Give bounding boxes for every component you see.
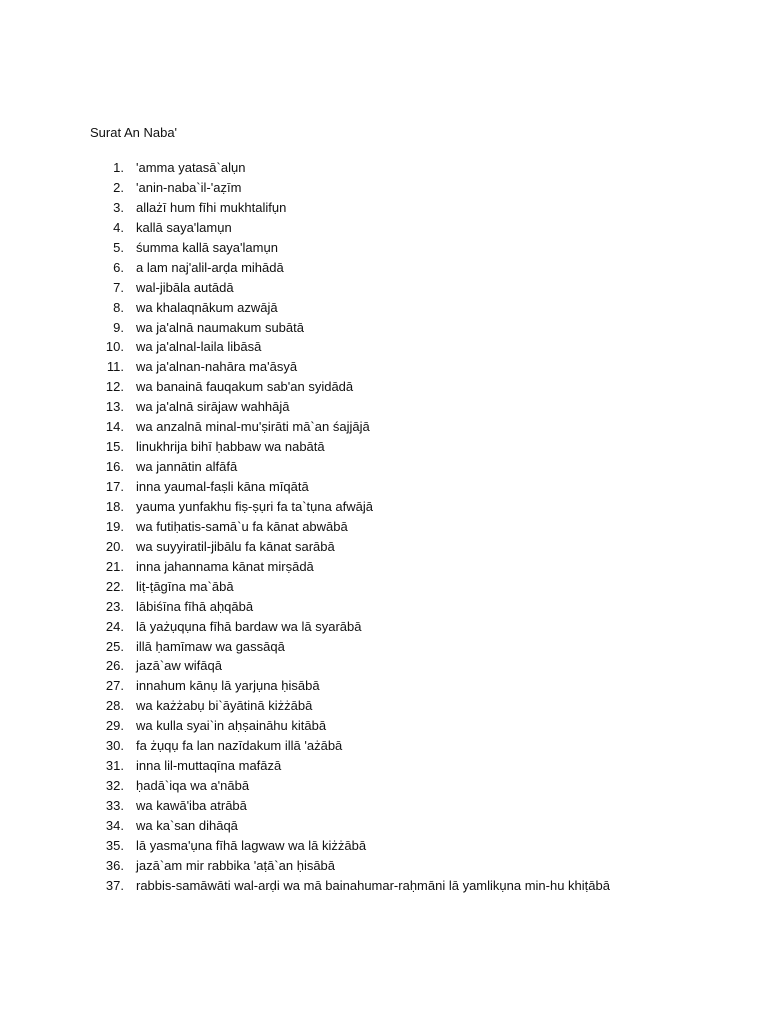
verse-number: 33.	[105, 798, 124, 813]
verse-number: 34.	[105, 817, 124, 833]
verse-number: 23.	[105, 598, 124, 614]
verse-item	[0, 337, 768, 357]
verse-item	[0, 457, 768, 477]
verse-number: 8.	[113, 299, 124, 315]
verse-number: 17.	[105, 479, 124, 494]
document-title: Surat An Naba'	[90, 125, 178, 140]
verse-item	[0, 198, 768, 218]
verse-text: illā ḥamīmaw wa gassāqā	[136, 638, 285, 654]
verse-text: rabbis-samāwāti wal-arḍi wa mā bainahumar-raḥmāni lā yamlikụna min-hu khiṭābā	[136, 877, 610, 893]
verse-item	[0, 158, 768, 178]
verse-number: 18.	[105, 498, 124, 514]
verse-number: 22.	[105, 578, 124, 594]
verse-text: wal-jibāla autādā	[136, 279, 234, 295]
verse-number: 25.	[105, 638, 124, 654]
verse-text: wa ja'alnā naumakum subātā	[136, 319, 304, 335]
verse-item	[0, 357, 768, 377]
verse-text: wa jannātin alfāfā	[136, 459, 238, 475]
verse-text: liṭ-ṭāgīna ma`ābā	[136, 578, 234, 594]
verse-item	[0, 417, 768, 437]
verse-text: jazā`am mir rabbika 'aṭā`an ḥisābā	[136, 857, 336, 873]
verse-number: 27.	[105, 678, 124, 694]
verse-item	[0, 278, 768, 298]
verse-text: lābiśīna fīhā aḥqābā	[136, 598, 254, 614]
verse-number: 3.	[113, 199, 124, 215]
verse-item	[0, 796, 768, 816]
verse-number: 9.	[113, 319, 124, 335]
verse-number: 5.	[113, 239, 124, 255]
verse-text: wa suyyiratil-jibālu fa kānat sarābā	[136, 538, 335, 554]
verse-text: wa anzalnā minal-mu'ṣirāti mā`an śajjājā	[136, 419, 370, 435]
verse-item	[0, 696, 768, 716]
verse-text: inna jahannama kānat mirṣādā	[136, 558, 314, 574]
verse-item	[0, 756, 768, 776]
verse-number: 28.	[105, 698, 124, 714]
verse-text: wa ja'alnā sirājaw wahhājā	[136, 399, 290, 415]
verse-number: 26.	[105, 658, 124, 674]
verse-text: yauma yunfakhu fiṣ-ṣụri fa ta`tụna afwājā	[136, 498, 374, 514]
verse-item	[0, 397, 768, 417]
verse-number: 35.	[105, 837, 124, 853]
verse-number: 15.	[105, 439, 124, 455]
verse-item	[0, 816, 768, 836]
verse-number: 30.	[105, 738, 124, 754]
verse-item	[0, 856, 768, 876]
verse-text: jazā`aw wifāqā	[136, 658, 222, 674]
verse-text: kallā saya'lamụn	[136, 219, 232, 235]
verse-item	[0, 736, 768, 756]
verse-number: 24.	[105, 618, 124, 634]
verse-number: 6.	[113, 259, 124, 275]
verse-item	[0, 497, 768, 517]
verse-text: wa khalaqnākum azwājā	[136, 299, 278, 315]
verse-text: inna lil-muttaqīna mafāzā	[136, 758, 282, 774]
verse-number: 4.	[113, 219, 124, 235]
verse-number: 7.	[113, 279, 124, 295]
verse-item	[0, 597, 768, 617]
verse-item	[0, 517, 768, 537]
verse-number: 31.	[105, 758, 124, 774]
verse-number: 11.	[106, 359, 124, 375]
verse-text: inna yaumal-faṣli kāna mīqātā	[136, 479, 309, 494]
verse-item	[0, 557, 768, 577]
verse-item	[0, 477, 768, 497]
verse-number: 13.	[105, 399, 124, 415]
verse-number: 21.	[105, 558, 124, 574]
verse-item	[0, 836, 768, 856]
verse-text: wa kawā'iba atrābā	[136, 798, 247, 813]
verse-item	[0, 776, 768, 796]
verse-item	[0, 298, 768, 318]
verse-text: allażī hum fīhi mukhtalifụn	[136, 199, 287, 215]
verse-number: 16.	[105, 459, 124, 475]
verse-item	[0, 377, 768, 397]
verse-item	[0, 617, 768, 637]
verse-item	[0, 318, 768, 338]
verse-number: 10.	[105, 339, 124, 355]
verse-text: fa żụqụ fa lan nazīdakum illā 'ażābā	[136, 738, 343, 754]
verse-item	[0, 437, 768, 457]
verse-text: wa ja'alnal-laila libāsā	[136, 339, 262, 355]
verse-text: 'amma yatasā`alụn	[136, 160, 246, 175]
verse-text: innahum kānụ lā yarjụna ḥisābā	[136, 678, 320, 694]
verse-number: 36.	[105, 857, 124, 873]
verse-text: wa kulla syai`in aḥṣaināhu kitābā	[136, 718, 327, 734]
verse-number: 20.	[105, 538, 124, 554]
verse-item	[0, 637, 768, 657]
verse-list	[0, 158, 768, 896]
verse-text: wa banainā fauqakum sab'an syidādā	[136, 379, 354, 395]
verse-number: 32.	[105, 778, 124, 794]
verse-number: 19.	[105, 518, 124, 534]
verse-text: wa ka`san dihāqā	[136, 817, 238, 833]
verse-item	[0, 676, 768, 696]
verse-number: 12.	[105, 379, 124, 395]
verse-text: wa każżabụ bi`āyātinā kiżżābā	[136, 698, 313, 714]
verse-text: a lam naj'alil-arḍa mihādā	[136, 259, 284, 275]
verse-item	[0, 716, 768, 736]
verse-number: 37.	[105, 877, 124, 893]
verse-number: 14.	[105, 419, 124, 435]
verse-number: 29.	[105, 718, 124, 734]
verse-item	[0, 258, 768, 278]
verse-text: wa ja'alnan-nahāra ma'āsyā	[136, 359, 298, 375]
verse-item	[0, 537, 768, 557]
verse-text: lā yażụqụna fīhā bardaw wa lā syarābā	[136, 618, 362, 634]
verse-number: 1.	[113, 160, 124, 175]
verse-text: śumma kallā saya'lamụn	[136, 239, 278, 255]
verse-text: lā yasma'ụna fīhā lagwaw wa lā kiżżābā	[136, 837, 367, 853]
verse-number: 2.	[113, 179, 124, 195]
verse-text: wa futiḥatis-samā`u fa kānat abwābā	[136, 518, 348, 534]
verse-text: ḥadā`iqa wa a'nābā	[136, 778, 250, 794]
verse-item	[0, 577, 768, 597]
verse-item	[0, 178, 768, 198]
verse-item	[0, 876, 768, 896]
verse-text: 'anin-naba`il-'aẓīm	[136, 179, 242, 195]
verse-text: linukhrija bihī ḥabbaw wa nabātā	[136, 439, 325, 455]
verse-item	[0, 238, 768, 258]
verse-item	[0, 218, 768, 238]
verse-item	[0, 656, 768, 676]
